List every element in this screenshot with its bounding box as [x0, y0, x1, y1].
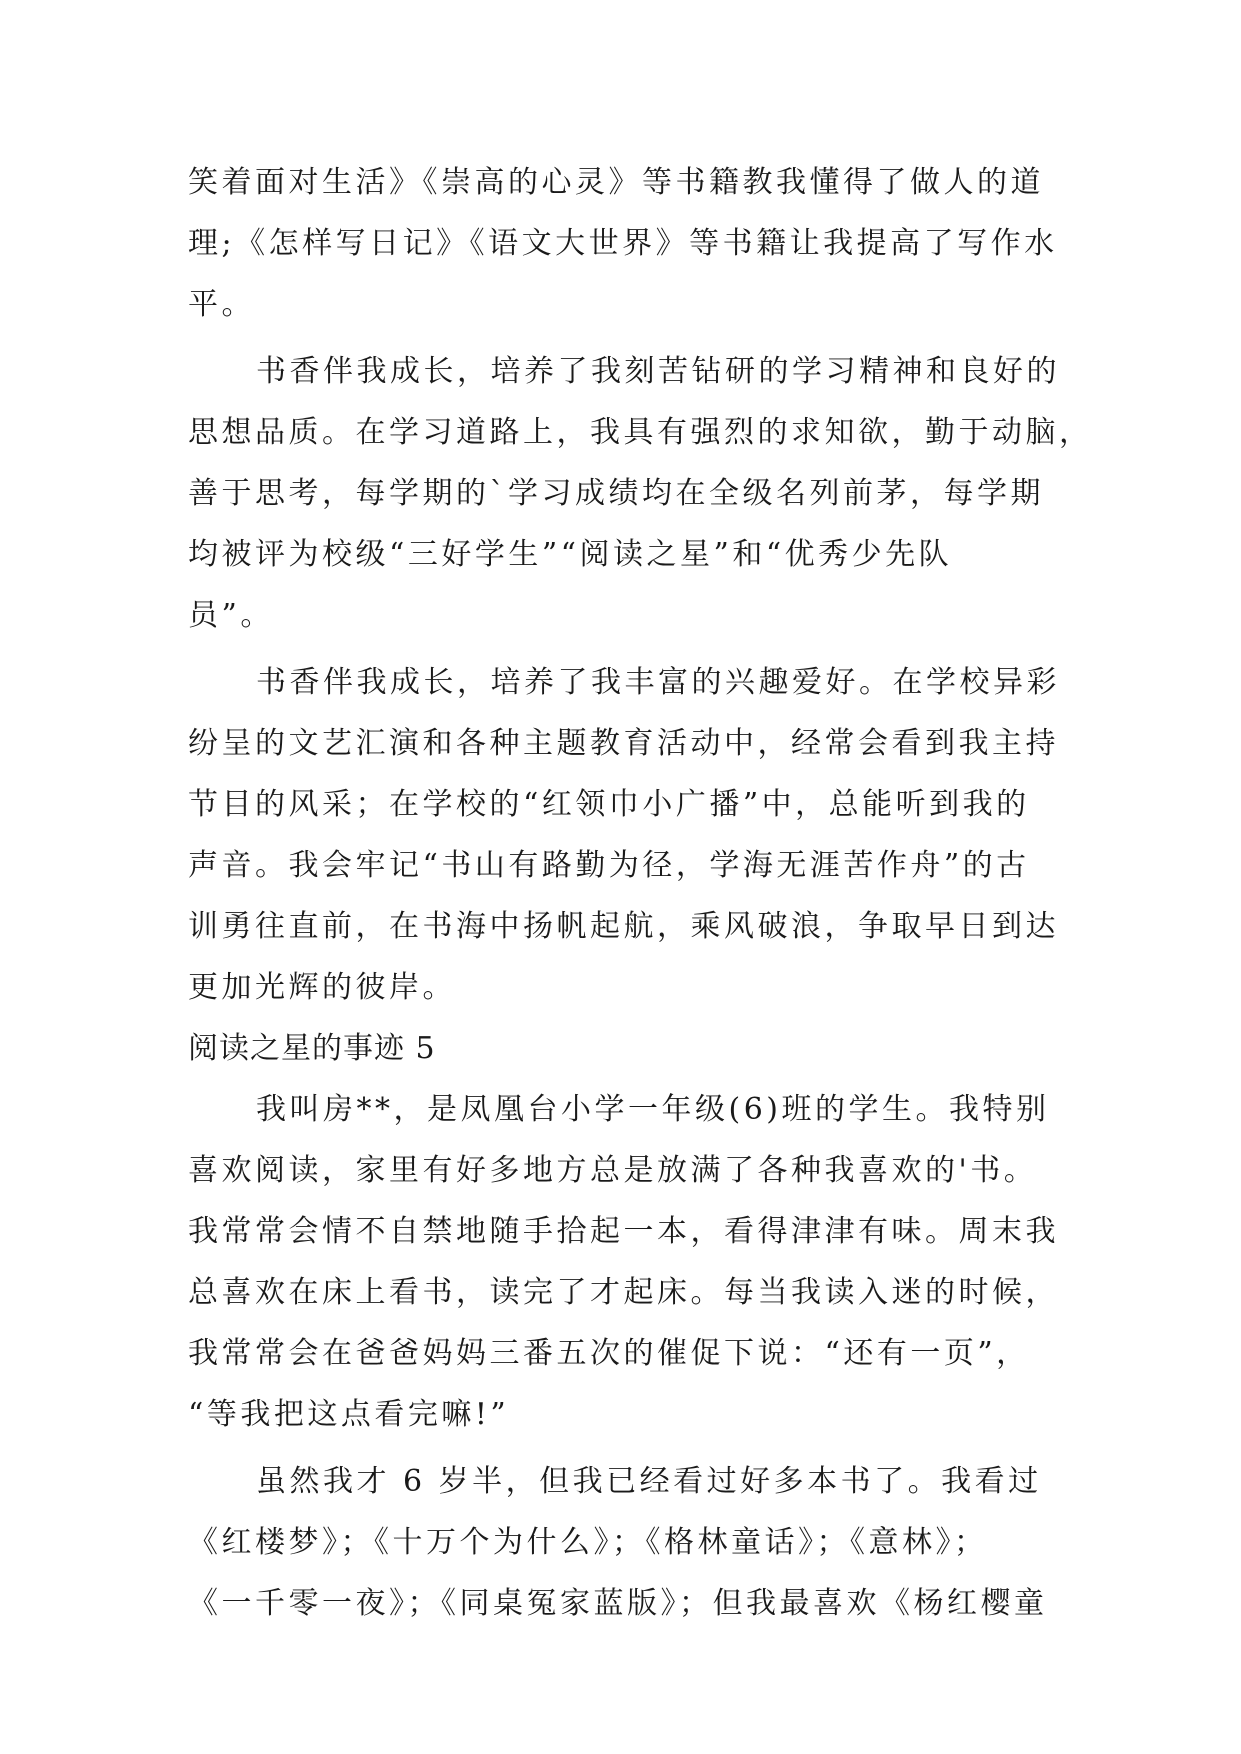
- document-page: [188, 152, 1093, 1634]
- paragraph: [188, 1079, 1059, 1445]
- text-line: 总喜欢在床上看书，读完了才起床。每当我读入迷的时候，: [188, 1275, 1059, 1310]
- text-line: 节目的风采；在学校的“红领巾小广播”中，总能听到我的: [188, 787, 1030, 822]
- text-line: 喜欢阅读，家里有好多地方总是放满了各种我喜欢的'书。: [188, 1153, 1038, 1188]
- paragraph: [188, 652, 1060, 1018]
- paragraph: [188, 152, 1058, 335]
- text-line: 善于思考，每学期的`学习成绩均在全级名列前茅，每学期: [188, 476, 1044, 511]
- text-line: 平。: [188, 287, 255, 322]
- text-line: 书香伴我成长，培养了我刻苦钻研的学习精神和良好的: [256, 354, 1060, 389]
- text-line: 纷呈的文艺汇演和各种主题教育活动中，经常会看到我主持: [188, 726, 1059, 761]
- paragraph: [188, 341, 1093, 646]
- text-line: 笑着面对生活》《崇高的心灵》等书籍教我懂得了做人的道: [188, 165, 1044, 200]
- text-line: 理;《怎样写日记》《语文大世界》等书籍让我提高了写作水: [188, 226, 1058, 261]
- text-line: 我叫房**，是凤凰台小学一年级(6)班的学生。我特别: [256, 1092, 1050, 1127]
- text-line: 训勇往直前，在书海中扬帆起航，乘风破浪，争取早日到达: [188, 909, 1059, 944]
- paragraph: [188, 1451, 1054, 1634]
- text-line: 《一千零一夜》；《同桌冤家蓝版》；但我最喜欢《杨红樱童: [188, 1586, 1048, 1621]
- text-line: 更加光辉的彼岸。: [188, 970, 456, 1005]
- text-line: 虽然我才 6 岁半，但我已经看过好多本书了。我看过: [256, 1464, 1042, 1499]
- text-line: 《红楼梦》；《十万个为什么》；《格林童话》；《意林》；: [188, 1525, 988, 1560]
- text-line: 声音。我会牢记“书山有路勤为径，学海无涯苦作舟”的古: [188, 848, 1030, 883]
- text-line: 书香伴我成长，培养了我丰富的兴趣爱好。在学校异彩: [256, 665, 1060, 700]
- text-line: 我常常会在爸爸妈妈三番五次的催促下说：“还有一页”，: [188, 1336, 1030, 1371]
- text-line: 我常常会情不自禁地随手拾起一本，看得津津有味。周末我: [188, 1214, 1059, 1249]
- text-line: 员”。: [188, 598, 274, 633]
- text-line: “等我把这点看完嘛!”: [188, 1397, 510, 1432]
- section-heading: 阅读之星的事迹 5: [188, 1031, 436, 1066]
- text-line: 均被评为校级“三好学生”“阅读之星”和“优秀少先队: [188, 537, 953, 572]
- section-heading-block: [188, 1018, 1054, 1079]
- text-line: 思想品质。在学习道路上，我具有强烈的求知欲，勤于动脑，: [188, 415, 1093, 450]
